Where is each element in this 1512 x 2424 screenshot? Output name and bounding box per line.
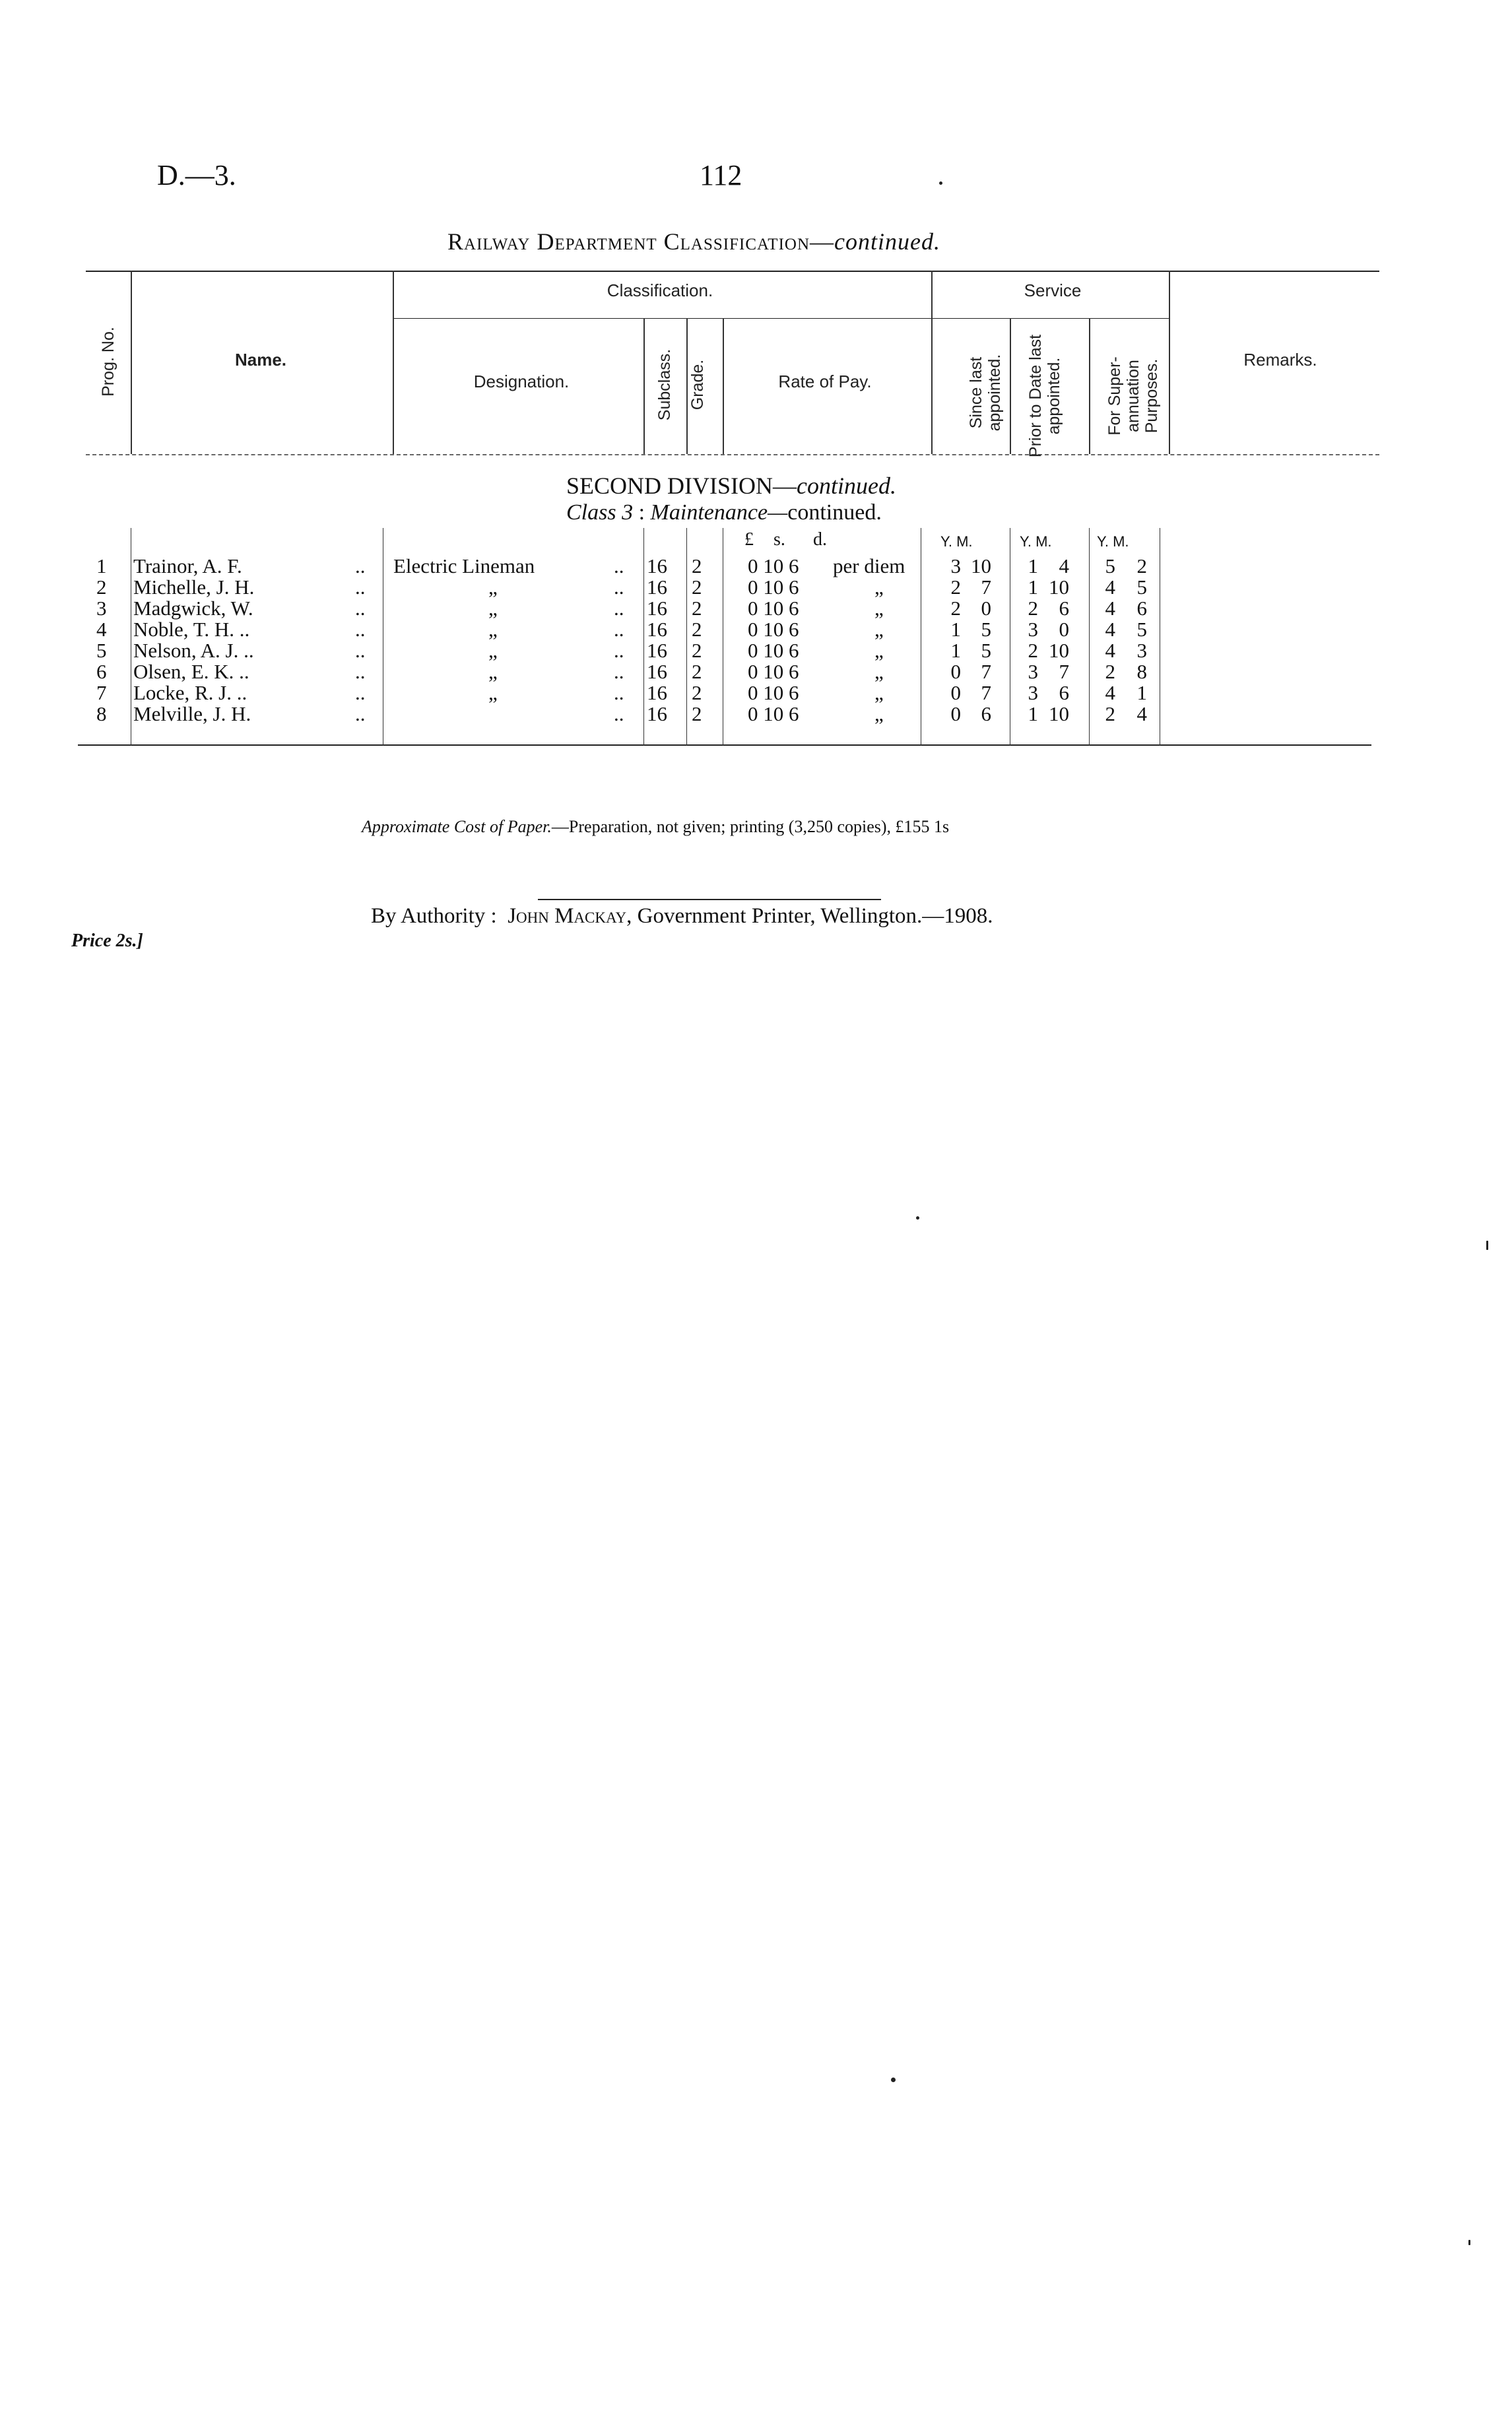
unit-years-months: Y. M. (1020, 533, 1052, 550)
table-row (0, 597, 1512, 619)
authority-prefix: By Authority : (371, 904, 497, 928)
cell-since-months: 7 (981, 575, 991, 599)
cell-super-years: 4 (1105, 681, 1115, 704)
division-title-continued: continued. (797, 473, 896, 499)
title-main: Railway Department Classification— (447, 228, 835, 255)
cell-leader-dots: .. (614, 681, 624, 704)
cell-rate-unit: „ (874, 575, 884, 599)
table-row (0, 639, 1512, 661)
cell-leader-dots: .. (355, 681, 366, 704)
cost-of-paper-note (362, 817, 949, 837)
scan-speck (1468, 2240, 1470, 2245)
cell-rate: 0 10 6 (748, 554, 799, 577)
cell-prior-months: 10 (1049, 639, 1069, 662)
document-reference: D.—3. (157, 159, 236, 191)
cell-prior-months: 10 (1049, 702, 1069, 725)
cell-rate-unit: per diem (833, 554, 905, 577)
cell-grade: 2 (692, 575, 702, 599)
cell-prior-years: 2 (1028, 639, 1038, 662)
cell-since-months: 7 (981, 660, 991, 683)
cell-grade: 2 (692, 554, 702, 577)
cell-prog-no: 6 (96, 660, 107, 683)
cell-prog-no: 4 (96, 618, 107, 641)
cell-name: Nelson, A. J. .. (133, 639, 254, 662)
unit-years-months: Y. M. (1097, 533, 1129, 550)
cell-leader-dots: .. (355, 618, 366, 641)
cell-super-months: 5 (1136, 575, 1147, 599)
cell-super-years: 4 (1105, 639, 1115, 662)
header-bottom-rule (86, 454, 1379, 455)
cell-prior-years: 1 (1028, 702, 1038, 725)
cell-grade: 2 (692, 597, 702, 620)
cell-super-months: 4 (1136, 702, 1147, 725)
header-divider (1169, 271, 1170, 454)
cell-leader-dots: .. (614, 597, 624, 620)
cost-label: Approximate Cost of Paper. (362, 817, 552, 836)
cell-grade: 2 (692, 618, 702, 641)
col-remarks: Remarks. (1243, 350, 1317, 370)
cell-designation: „ (488, 639, 498, 662)
cell-rate: 0 10 6 (748, 702, 799, 725)
unit-shilling: s. (773, 529, 785, 550)
cell-prior-months: 0 (1059, 618, 1069, 641)
cell-super-years: 5 (1105, 554, 1115, 577)
header-divider (131, 271, 132, 454)
cell-since-years: 0 (950, 702, 961, 725)
printer-rest: , Government Printer, Wellington.—1908. (626, 904, 993, 928)
cell-prog-no: 2 (96, 575, 107, 599)
cell-designation: „ (488, 681, 498, 704)
cell-rate: 0 10 6 (748, 597, 799, 620)
cell-leader-dots: .. (614, 618, 624, 641)
cell-rate-unit: „ (874, 702, 884, 725)
cell-since-months: 5 (981, 618, 991, 641)
division-title (566, 472, 896, 500)
class-continued: continued. (787, 500, 882, 525)
cell-rate-unit: „ (874, 681, 884, 704)
class-name: Maintenance— (650, 500, 788, 525)
cell-prior-months: 10 (1049, 575, 1069, 599)
cell-name: Trainor, A. F. (133, 554, 242, 577)
cell-super-months: 2 (1136, 554, 1147, 577)
scan-speck (891, 2078, 896, 2082)
header-divider (931, 271, 933, 454)
cell-rate: 0 10 6 (748, 575, 799, 599)
cell-prior-years: 3 (1028, 618, 1038, 641)
table-row (0, 618, 1512, 640)
cell-rate-unit: „ (874, 618, 884, 641)
cell-leader-dots: .. (355, 660, 366, 683)
col-since-last-appointed: Since last appointed. (967, 354, 1004, 432)
price-note: Price 2s.] (71, 931, 143, 951)
cell-subclass: 16 (647, 597, 667, 620)
cell-grade: 2 (692, 702, 702, 725)
col-subclass: Subclass. (655, 348, 674, 421)
cell-designation: Electric Lineman (393, 554, 535, 577)
cell-grade: 2 (692, 681, 702, 704)
cell-subclass: 16 (647, 575, 667, 599)
cell-designation: „ (488, 660, 498, 683)
cell-rate: 0 10 6 (748, 639, 799, 662)
cell-name: Locke, R. J. .. (133, 681, 247, 704)
cell-leader-dots: .. (355, 554, 366, 577)
scan-speck (916, 1216, 919, 1220)
cell-super-months: 5 (1136, 618, 1147, 641)
cell-name: Madgwick, W. (133, 597, 253, 620)
col-service: Service (1024, 280, 1082, 300)
cell-name: Michelle, J. H. (133, 575, 255, 599)
cell-super-years: 4 (1105, 597, 1115, 620)
cell-since-months: 0 (981, 597, 991, 620)
cell-since-months: 7 (981, 681, 991, 704)
division-title-text: SECOND DIVISION— (566, 473, 797, 499)
cell-leader-dots: .. (614, 660, 624, 683)
cell-prior-months: 4 (1059, 554, 1069, 577)
cell-designation: „ (488, 597, 498, 620)
header-divider (1089, 318, 1090, 454)
cell-leader-dots: .. (355, 597, 366, 620)
cell-prior-years: 2 (1028, 597, 1038, 620)
cell-prog-no: 1 (96, 554, 107, 577)
cell-super-years: 4 (1105, 618, 1115, 641)
title-continued: continued. (834, 228, 940, 255)
cell-since-months: 5 (981, 639, 991, 662)
table-row (0, 660, 1512, 682)
cell-prog-no: 3 (96, 597, 107, 620)
header-divider (1010, 318, 1011, 454)
printer-authority (371, 904, 993, 929)
cost-text: —Preparation, not given; printing (3,250 copies), £155 1s (551, 817, 950, 836)
cell-grade: 2 (692, 639, 702, 662)
unit-pence: d. (813, 529, 827, 550)
cell-subclass: 16 (647, 702, 667, 725)
cell-grade: 2 (692, 660, 702, 683)
cell-designation: „ (488, 575, 498, 599)
unit-years-months: Y. M. (940, 533, 973, 550)
cell-super-months: 6 (1136, 597, 1147, 620)
table-row (0, 702, 1512, 725)
cell-super-months: 8 (1136, 660, 1147, 683)
cell-prior-months: 6 (1059, 597, 1069, 620)
col-classification: Classification. (607, 280, 713, 300)
cell-since-years: 2 (950, 597, 961, 620)
cell-prog-no: 7 (96, 681, 107, 704)
header-divider (643, 318, 645, 454)
cell-rate: 0 10 6 (748, 618, 799, 641)
col-grade: Grade. (688, 359, 707, 410)
cell-designation: „ (488, 618, 498, 641)
cell-prog-no: 5 (96, 639, 107, 662)
cell-leader-dots: .. (614, 639, 624, 662)
unit-pound: £ (744, 529, 754, 550)
class-title: Class 3 : Maintenance—continued. (566, 500, 882, 525)
cell-leader-dots: .. (614, 575, 624, 599)
cell-subclass: 16 (647, 660, 667, 683)
cell-since-years: 2 (950, 575, 961, 599)
cell-super-months: 3 (1136, 639, 1147, 662)
cell-rate: 0 10 6 (748, 660, 799, 683)
cell-subclass: 16 (647, 618, 667, 641)
col-prog-no: Prog. No. (99, 327, 117, 397)
cell-since-months: 6 (981, 702, 991, 725)
header-divider (393, 271, 394, 454)
scan-speck (939, 181, 942, 185)
cell-leader-dots: .. (614, 554, 624, 577)
header-divider (723, 318, 724, 454)
cell-super-months: 1 (1136, 681, 1147, 704)
cell-name: Noble, T. H. .. (133, 618, 250, 641)
cell-leader-dots: .. (355, 639, 366, 662)
scan-speck (1486, 1241, 1488, 1250)
cell-prior-years: 1 (1028, 575, 1038, 599)
cell-since-years: 3 (950, 554, 961, 577)
classification-rule (393, 318, 931, 319)
page-title (447, 228, 940, 255)
cell-prior-months: 7 (1059, 660, 1069, 683)
col-prior-to-date: Prior to Date last appointed. (1026, 334, 1063, 458)
table-top-rule (86, 271, 1379, 272)
cell-super-years: 2 (1105, 702, 1115, 725)
cell-rate: 0 10 6 (748, 681, 799, 704)
cell-name: Olsen, E. K. .. (133, 660, 249, 683)
cell-leader-dots: .. (355, 702, 366, 725)
cell-since-years: 0 (950, 681, 961, 704)
cell-prior-years: 1 (1028, 554, 1038, 577)
cell-super-years: 4 (1105, 575, 1115, 599)
authority-rule (538, 899, 881, 900)
col-superannuation: For Super-annuation Purposes. (1105, 356, 1161, 436)
cell-rate-unit: „ (874, 660, 884, 683)
col-rate-of-pay: Rate of Pay. (778, 372, 872, 391)
cell-prior-months: 6 (1059, 681, 1069, 704)
cell-since-years: 0 (950, 660, 961, 683)
cell-since-years: 1 (950, 639, 961, 662)
cell-since-months: 10 (971, 554, 991, 577)
col-name: Name. (234, 350, 287, 370)
cell-prog-no: 8 (96, 702, 107, 725)
table-row (0, 575, 1512, 598)
printer-name: John Mackay (508, 904, 627, 928)
cell-leader-dots: .. (355, 575, 366, 599)
table-row (0, 681, 1512, 704)
cell-rate-unit: „ (874, 639, 884, 662)
cell-subclass: 16 (647, 639, 667, 662)
cell-leader-dots: .. (614, 702, 624, 725)
service-rule (931, 318, 1169, 319)
cell-subclass: 16 (647, 681, 667, 704)
cell-prior-years: 3 (1028, 681, 1038, 704)
cell-subclass: 16 (647, 554, 667, 577)
cell-super-years: 2 (1105, 660, 1115, 683)
header-divider (686, 318, 688, 454)
page-number: 112 (700, 159, 742, 191)
class-label: Class 3 (566, 500, 634, 525)
cell-prior-years: 3 (1028, 660, 1038, 683)
col-designation: Designation. (473, 372, 570, 391)
table-row (0, 554, 1512, 577)
cell-since-years: 1 (950, 618, 961, 641)
cell-rate-unit: „ (874, 597, 884, 620)
table-bottom-rule (78, 744, 1371, 746)
cell-name: Melville, J. H. (133, 702, 251, 725)
